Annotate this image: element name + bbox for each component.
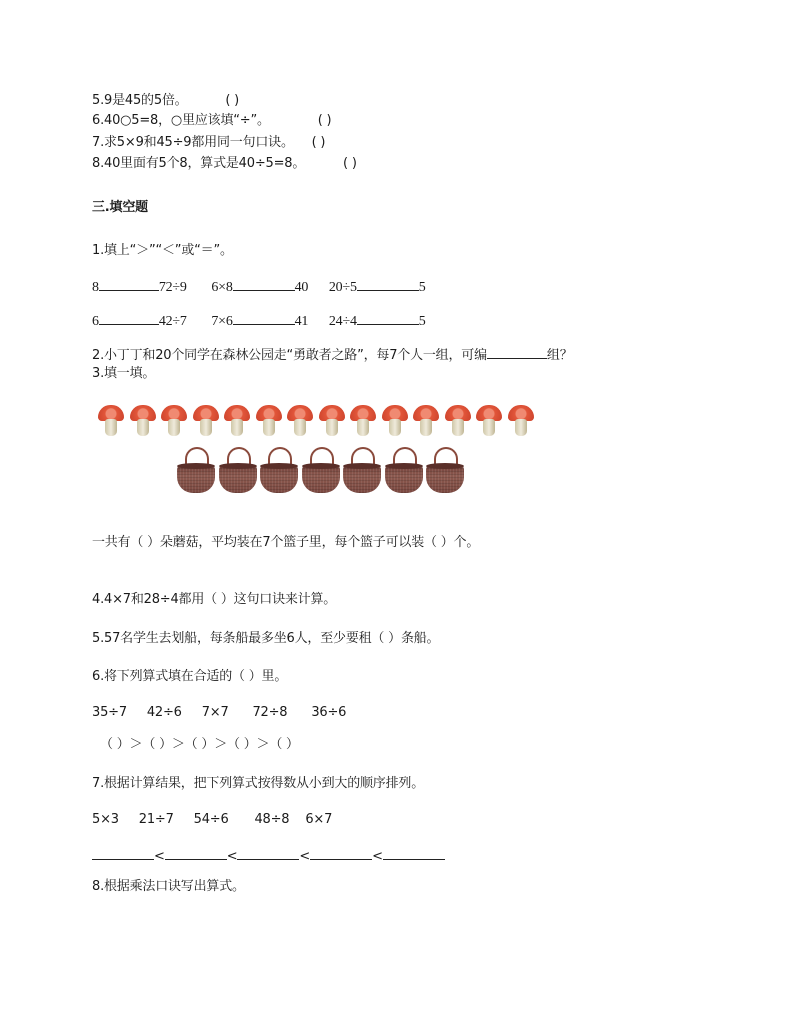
q3-prompt: 3.填一填。 xyxy=(92,366,156,381)
compare-right: 42÷7 xyxy=(158,314,187,329)
compare-right: 5 xyxy=(418,280,426,295)
expression: 36÷6 xyxy=(311,705,347,720)
mushroom-icon xyxy=(286,405,314,437)
judge-item-text: 6.40○5=8，○里应该填“÷”。 xyxy=(92,113,270,128)
basket-icon xyxy=(426,447,464,494)
order-blank[interactable] xyxy=(383,846,445,860)
expression: 5×3 xyxy=(92,812,119,827)
expression: 54÷6 xyxy=(193,812,229,827)
basket-icon xyxy=(219,447,257,494)
less-than: < xyxy=(372,849,383,864)
q6-expressions xyxy=(92,705,346,721)
q1-row-2 xyxy=(92,311,426,330)
mushroom-icon xyxy=(129,405,157,437)
basket-row xyxy=(177,447,468,494)
q1-prompt: 1.填上“＞”“＜”或“＝”。 xyxy=(92,243,233,258)
section-title: 三.填空题 xyxy=(92,200,148,215)
q2-answer-blank[interactable] xyxy=(487,345,547,359)
answer-paren[interactable]: ( ) xyxy=(343,156,357,171)
compare-left: 8 xyxy=(92,280,99,295)
answer-paren[interactable]: ( ) xyxy=(317,113,332,128)
compare-right: 40 xyxy=(294,280,309,295)
expression: 42÷6 xyxy=(146,705,182,720)
q3-sentence: 一共有（ ）朵蘑菇，平均装在7个篮子里，每个篮子可以装（ ）个。 xyxy=(92,535,480,550)
basket-icon xyxy=(177,447,215,494)
q4: 4.4×7和28÷4都用（ ）这句口诀来计算。 xyxy=(92,592,337,607)
answer-paren[interactable]: ( ) xyxy=(311,135,326,150)
mushroom-icon xyxy=(349,405,377,437)
judge-item-7 xyxy=(92,135,325,151)
mushroom-icon xyxy=(160,405,188,437)
q8-prompt: 8.根据乘法口诀写出算式。 xyxy=(92,879,245,894)
judge-item-5 xyxy=(92,93,239,109)
q6-prompt: 6.将下列算式填在合适的（ ）里。 xyxy=(92,669,288,684)
less-than: < xyxy=(154,849,165,864)
mushroom-icon xyxy=(444,405,472,437)
q6-order-line[interactable]: （ ）＞（ ）＞（ ）＞（ ）＞（ ） xyxy=(100,737,299,752)
compare-right: 41 xyxy=(294,314,309,329)
q2 xyxy=(92,345,573,364)
basket-icon xyxy=(385,447,423,494)
mushroom-icon xyxy=(381,405,409,437)
q7-prompt: 7.根据计算结果，把下列算式按得数从小到大的顺序排列。 xyxy=(92,776,425,791)
compare-left: 20÷5 xyxy=(328,280,357,295)
order-blank[interactable] xyxy=(237,846,299,860)
order-blank[interactable] xyxy=(165,846,227,860)
judge-item-6 xyxy=(92,113,331,129)
compare-left: 6 xyxy=(92,314,99,329)
mushroom-row xyxy=(97,405,538,437)
compare-right: 5 xyxy=(418,314,426,329)
expression: 72÷8 xyxy=(252,705,288,720)
compare-left: 6×8 xyxy=(211,280,233,295)
q7-expressions xyxy=(92,812,332,828)
mushroom-icon xyxy=(412,405,440,437)
q5: 5.57名学生去划船，每条船最多坐6人，至少要租（ ）条船。 xyxy=(92,631,440,646)
basket-icon xyxy=(302,447,340,494)
expression: 48÷8 xyxy=(254,812,290,827)
mushroom-icon xyxy=(255,405,283,437)
compare-blank[interactable] xyxy=(99,277,159,291)
compare-right: 72÷9 xyxy=(158,280,187,295)
judge-item-text: 8.40里面有5个8，算式是40÷5=8。 xyxy=(92,156,306,171)
mushroom-icon xyxy=(97,405,125,437)
compare-left: 24÷4 xyxy=(328,314,357,329)
less-than: < xyxy=(299,849,311,864)
mushroom-icon xyxy=(318,405,346,437)
order-blank[interactable] xyxy=(310,846,372,860)
q7-order-blanks xyxy=(92,846,445,865)
judge-item-text: 5.9是45的5倍。 xyxy=(92,93,188,108)
mushroom-icon xyxy=(475,405,503,437)
answer-paren[interactable]: ( ) xyxy=(225,93,240,108)
judge-item-text: 7.求5×9和45÷9都用同一句口诀。 xyxy=(92,135,294,150)
expression: 21÷7 xyxy=(138,812,174,827)
q1-row-1 xyxy=(92,277,426,296)
basket-icon xyxy=(260,447,298,494)
compare-blank[interactable] xyxy=(357,277,419,291)
mushroom-icon xyxy=(223,405,251,437)
q2-text-after: 组？ xyxy=(546,348,573,363)
expression: 7×7 xyxy=(201,705,229,720)
q2-text: 2.小丁丁和20个同学在森林公园走“勇敢者之路”，每7个人一组，可编 xyxy=(92,348,487,363)
compare-blank[interactable] xyxy=(99,311,159,325)
compare-blank[interactable] xyxy=(233,277,295,291)
mushroom-icon xyxy=(192,405,220,437)
mushroom-icon xyxy=(507,405,535,437)
less-than: < xyxy=(226,849,238,864)
basket-icon xyxy=(343,447,381,494)
compare-blank[interactable] xyxy=(233,311,295,325)
expression: 6×7 xyxy=(305,812,333,827)
order-blank[interactable] xyxy=(92,846,154,860)
expression: 35÷7 xyxy=(92,705,127,720)
compare-blank[interactable] xyxy=(357,311,419,325)
judge-item-8 xyxy=(92,156,357,172)
compare-left: 7×6 xyxy=(211,314,233,329)
